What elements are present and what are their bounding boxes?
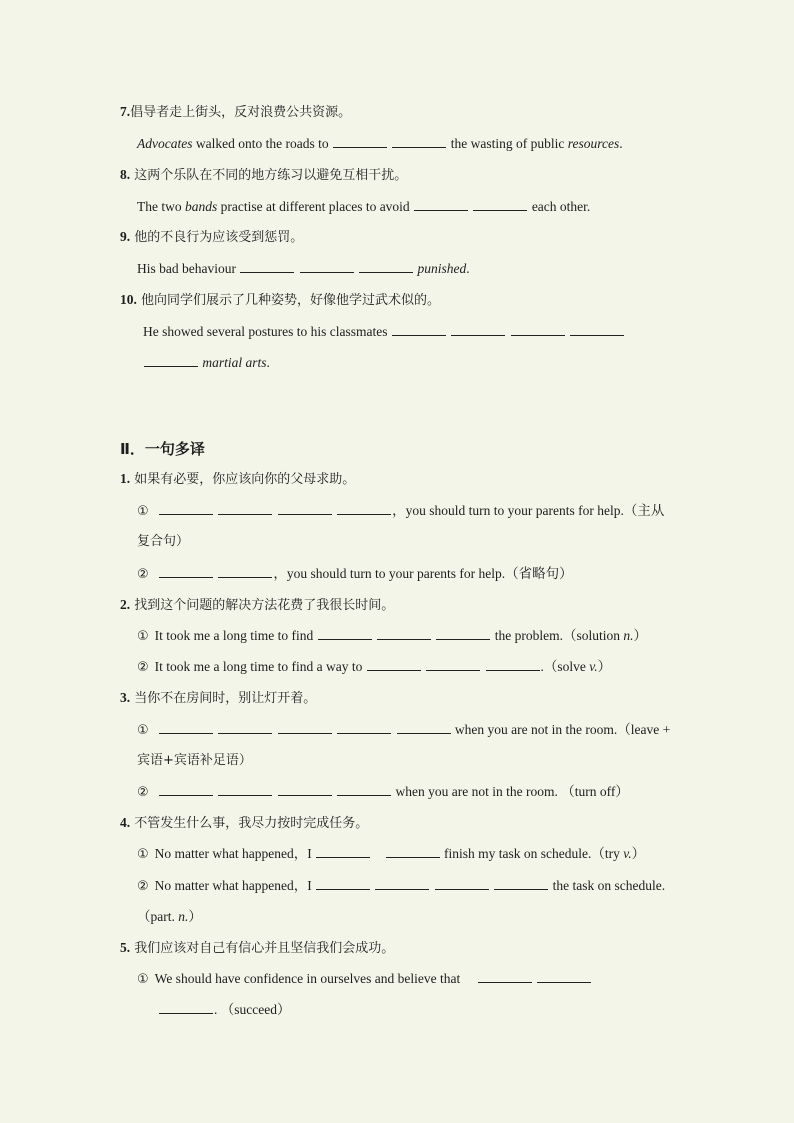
question-4-option-a (137, 845, 645, 864)
question-9-english (137, 260, 470, 278)
english-text: The two (137, 199, 182, 214)
english-text: His bad behaviour (137, 261, 236, 276)
question-3-option-b (137, 783, 629, 802)
answer-blank[interactable] (414, 198, 468, 211)
option-marker: ② (137, 660, 149, 675)
answer-blank[interactable] (159, 1001, 213, 1014)
english-text: the task on schedule. (549, 878, 666, 893)
english-text: ） (633, 628, 648, 643)
english-text: punished (417, 261, 467, 276)
question-number: 10. (120, 292, 137, 307)
question-2-chinese (120, 596, 394, 615)
english-text: . (466, 261, 470, 276)
english-text: v. (623, 846, 632, 861)
english-text: martial arts (202, 355, 267, 370)
english-text: . （succeed） (214, 1002, 291, 1017)
english-text: bands (185, 199, 218, 214)
option-marker: ① (137, 629, 149, 644)
answer-blank[interactable] (316, 877, 370, 890)
answer-blank[interactable] (240, 260, 294, 273)
question-1-option-b (137, 565, 573, 584)
option-marker: ① (137, 723, 149, 738)
option-marker: ② (137, 567, 149, 582)
chinese-sentence: 当你不在房间时，别让灯开着。 (134, 691, 317, 706)
question-1-option-a (137, 502, 664, 521)
question-8-chinese (120, 166, 407, 185)
answer-blank[interactable] (436, 627, 490, 640)
chinese-sentence: 我们应该对自己有信心并且坚信我们会成功。 (134, 941, 395, 956)
answer-blank[interactable] (397, 721, 451, 734)
question-number: 5. (120, 940, 131, 955)
answer-blank[interactable] (218, 783, 272, 796)
answer-blank[interactable] (144, 354, 198, 367)
answer-blank[interactable] (333, 135, 387, 148)
answer-blank[interactable] (426, 658, 480, 671)
answer-blank[interactable] (316, 845, 370, 858)
english-text: ） (631, 846, 646, 861)
answer-blank[interactable] (159, 783, 213, 796)
answer-blank[interactable] (159, 502, 213, 515)
english-text: n. (178, 909, 189, 924)
question-number: 9. (120, 229, 131, 244)
answer-blank[interactable] (486, 658, 540, 671)
answer-blank[interactable] (392, 135, 446, 148)
answer-blank[interactable] (570, 323, 624, 336)
answer-blank[interactable] (375, 877, 429, 890)
english-text: finish my task on schedule.（try (440, 846, 624, 861)
english-text: each other. (528, 199, 591, 214)
question-4-option-b (137, 877, 665, 896)
english-text: . (619, 136, 623, 151)
english-text: He showed several postures to his classmates (143, 324, 388, 339)
answer-blank[interactable] (218, 721, 272, 734)
answer-blank[interactable] (359, 260, 413, 273)
question-8-english (137, 198, 590, 216)
question-10-english-cont (143, 354, 270, 372)
english-text: It took me a long time to find (154, 628, 314, 643)
english-text: practise at different places to avoid (217, 199, 410, 214)
english-text: It took me a long time to find a way to (154, 659, 363, 674)
english-text: when you are not in the room. （turn off） (392, 784, 629, 799)
english-text: We should have confidence in ourselves and believe that (154, 971, 461, 986)
chinese-sentence: 倡导者走上街头，反对浪费公共资源。 (130, 105, 352, 120)
question-5-option-a (137, 970, 592, 989)
chinese-sentence: 如果有必要，你应该向你的父母求助。 (134, 472, 356, 487)
question-4-option-b-cont (137, 908, 202, 926)
english-text: ） (597, 659, 612, 674)
answer-blank[interactable] (337, 783, 391, 796)
option-marker: ② (137, 879, 149, 894)
english-text: when you are not in the room.（leave + (451, 722, 671, 737)
question-number: 3. (120, 690, 131, 705)
answer-blank[interactable] (337, 502, 391, 515)
english-text: ，you should turn to your parents for help.（省略句） (273, 566, 573, 581)
question-3-option-a-cont: 宾语+宾语补足语） (137, 753, 252, 768)
option-marker: ① (137, 847, 149, 862)
question-number: 7. (120, 104, 131, 119)
chinese-sentence: 这两个乐队在不同的地方练习以避免互相干扰。 (134, 168, 408, 183)
english-text: .（solve (540, 659, 590, 674)
english-text: No matter what happened，I (154, 878, 312, 893)
english-text: Advocates (137, 136, 193, 151)
question-5-chinese (120, 939, 394, 958)
question-1-option-a-cont: 复合句） (137, 534, 190, 549)
chinese-sentence: 找到这个问题的解决方法花费了我很长时间。 (134, 598, 395, 613)
question-10-english (143, 323, 625, 341)
answer-blank[interactable] (218, 565, 272, 578)
question-9-chinese (120, 228, 303, 247)
english-text: No matter what happened，I (154, 846, 312, 861)
english-text: . (266, 355, 270, 370)
chinese-sentence: 他向同学们展示了几种姿势，好像他学过武术似的。 (141, 293, 441, 308)
question-number: 1. (120, 471, 131, 486)
question-7-chinese (120, 103, 351, 122)
english-text: resources (567, 136, 620, 151)
answer-blank[interactable] (337, 721, 391, 734)
answer-blank[interactable] (367, 658, 421, 671)
section-title: Ⅱ．一句多译 (120, 440, 205, 458)
answer-blank[interactable] (218, 502, 272, 515)
answer-blank[interactable] (478, 970, 532, 983)
question-1-chinese (120, 470, 355, 489)
answer-blank[interactable] (300, 260, 354, 273)
english-text: the problem.（solution (491, 628, 624, 643)
answer-blank[interactable] (392, 323, 446, 336)
question-2-option-b (137, 658, 611, 677)
english-text: n. (623, 628, 634, 643)
question-4-chinese (120, 814, 368, 833)
question-3-chinese (120, 689, 316, 708)
answer-blank[interactable] (318, 627, 372, 640)
answer-blank[interactable] (278, 783, 332, 796)
question-number: 2. (120, 597, 131, 612)
option-marker: ① (137, 504, 149, 519)
answer-blank[interactable] (435, 877, 489, 890)
answer-blank[interactable] (386, 845, 440, 858)
answer-blank[interactable] (494, 877, 548, 890)
english-text: ） (188, 909, 202, 924)
chinese-sentence: 他的不良行为应该受到惩罚。 (134, 230, 304, 245)
answer-blank[interactable] (278, 502, 332, 515)
answer-blank[interactable] (537, 970, 591, 983)
question-10-chinese (120, 291, 440, 310)
answer-blank[interactable] (377, 627, 431, 640)
question-7-english (137, 135, 623, 153)
english-text: the wasting of public (447, 136, 565, 151)
english-text: v. (589, 659, 598, 674)
answer-blank[interactable] (159, 721, 213, 734)
question-number: 8. (120, 167, 131, 182)
chinese-sentence: 不管发生什么事，我尽力按时完成任务。 (134, 816, 369, 831)
answer-blank[interactable] (451, 323, 505, 336)
english-text: walked onto the roads to (192, 136, 329, 151)
english-text: （part. (137, 909, 179, 924)
question-5-option-a-cont (158, 1001, 290, 1019)
answer-blank[interactable] (159, 565, 213, 578)
question-number: 4. (120, 815, 131, 830)
option-marker: ② (137, 785, 149, 800)
english-text: ，you should turn to your parents for help.（主从 (392, 503, 665, 518)
option-marker: ① (137, 972, 149, 987)
answer-blank[interactable] (511, 323, 565, 336)
answer-blank[interactable] (473, 198, 527, 211)
answer-blank[interactable] (278, 721, 332, 734)
question-2-option-a (137, 627, 647, 646)
question-3-option-a (137, 721, 670, 740)
